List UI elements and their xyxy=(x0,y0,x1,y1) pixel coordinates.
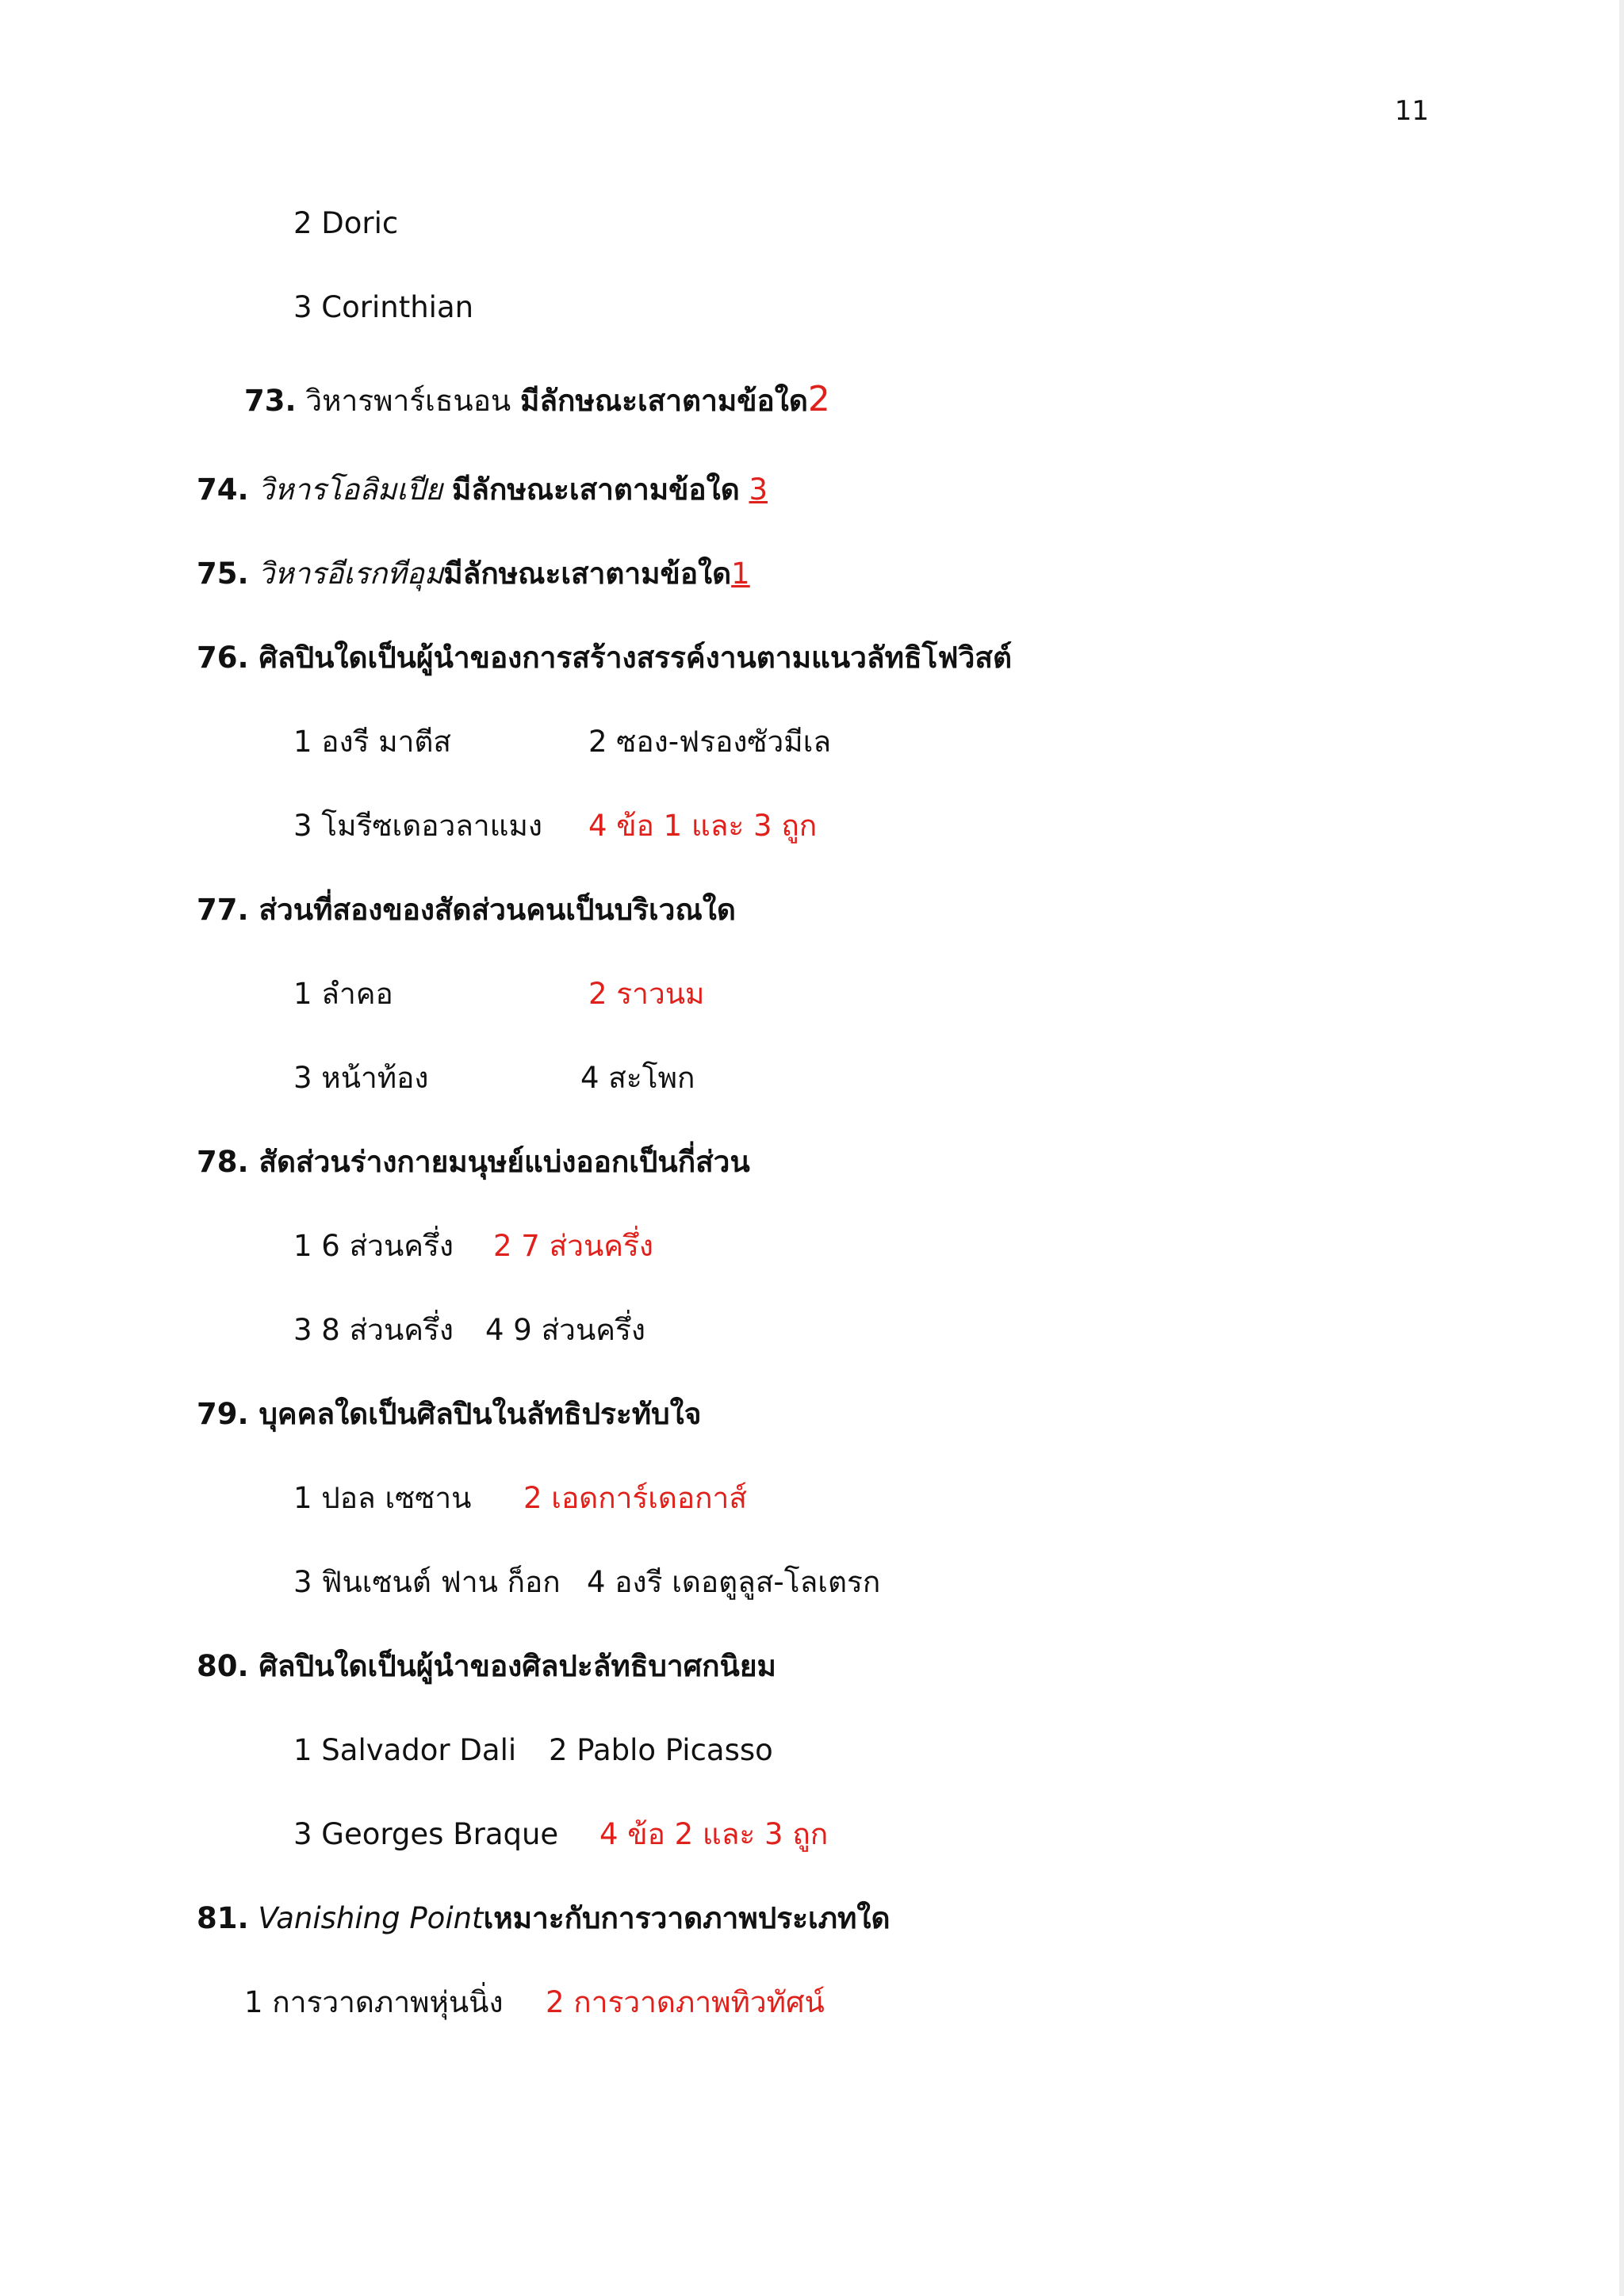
question-number: 76. xyxy=(197,641,249,675)
page-number: 11 xyxy=(1394,95,1429,127)
option-79-4: 4 องรี เดอตูลูส-โลเตรก xyxy=(587,1565,881,1599)
question-subject: วิหารโอลิมเปีย xyxy=(258,473,443,507)
question-text: เหมาะกับการวาดภาพประเภทใด xyxy=(483,1901,891,1935)
page-edge xyxy=(1619,0,1624,2296)
option-78-4: 4 9 ส่วนครึ่ง xyxy=(485,1313,645,1347)
option-79-1: 1 ปอล เซซาน xyxy=(293,1481,472,1515)
question-79 xyxy=(197,1394,701,1435)
question-78 xyxy=(197,1142,750,1183)
option-76-1: 1 องรี มาตีส xyxy=(293,725,452,759)
question-text: มีลักษณะเสาตามข้อใด xyxy=(451,473,740,507)
option-81-1: 1 การวาดภาพหุ่นนิ่ง xyxy=(244,1985,504,2019)
options-78-row2 xyxy=(293,1310,1007,1351)
question-number: 74. xyxy=(197,473,249,507)
options-79-row1 xyxy=(293,1478,1007,1519)
question-number: 78. xyxy=(197,1145,249,1179)
question-74 xyxy=(197,469,768,511)
question-subject: วิหารพาร์เธนอน xyxy=(305,384,511,418)
options-76-row2 xyxy=(293,806,1007,847)
question-number: 80. xyxy=(197,1649,249,1683)
question-subject: วิหารอีเรกทีอุม xyxy=(258,557,444,591)
question-81 xyxy=(197,1898,890,1939)
option-78-1: 1 6 ส่วนครึ่ง xyxy=(293,1229,454,1263)
options-80-row1 xyxy=(293,1730,1007,1771)
option-72-3: 3 Corinthian xyxy=(293,290,474,324)
answer-mark: 1 xyxy=(731,557,750,591)
question-term: Vanishing Point xyxy=(258,1901,484,1935)
options-81-row1 xyxy=(244,1982,958,2023)
question-77 xyxy=(197,890,736,931)
option-76-4: 4 ข้อ 1 และ 3 ถูก xyxy=(588,809,818,843)
option-81-2: 2 การวาดภาพทิวทัศน์ xyxy=(546,1985,825,2019)
options-80-row2 xyxy=(293,1814,1007,1855)
question-text: มีลักษณะเสาตามข้อใด xyxy=(519,384,808,418)
question-number: 75. xyxy=(197,557,249,591)
option-80-1: 1 Salvador Dali xyxy=(293,1733,517,1767)
question-number: 79. xyxy=(197,1397,249,1431)
option-78-3: 3 8 ส่วนครึ่ง xyxy=(293,1313,454,1347)
question-number: 73. xyxy=(244,384,297,418)
option-77-3: 3 หน้าท้อง xyxy=(293,1061,429,1095)
options-77-row1 xyxy=(293,974,1007,1015)
question-80 xyxy=(197,1646,776,1687)
question-text: ส่วนที่สองของสัดส่วนคนเป็นบริเวณใด xyxy=(259,893,736,927)
option-79-2: 2 เอดการ์เดอกาส์ xyxy=(523,1481,747,1515)
options-78-row1 xyxy=(293,1226,1007,1267)
question-text: ศิลปินใดเป็นผู้นำของศิลปะลัทธิบาศกนิยม xyxy=(259,1649,776,1683)
question-number: 77. xyxy=(197,893,249,927)
option-76-2: 2 ซอง-ฟรองซัวมีเล xyxy=(588,725,832,759)
question-76 xyxy=(197,637,1012,679)
option-77-1: 1 ลำคอ xyxy=(293,977,393,1011)
options-77-row2 xyxy=(293,1058,1007,1099)
option-77-4: 4 สะโพก xyxy=(580,1061,695,1095)
option-72-2: 2 Doric xyxy=(293,206,399,240)
option-77-2: 2 ราวนม xyxy=(588,977,705,1011)
question-text: มีลักษณะเสาตามข้อใด xyxy=(443,557,732,591)
option-78-2: 2 7 ส่วนครึ่ง xyxy=(493,1229,653,1263)
question-text: สัดส่วนร่างกายมนุษย์แบ่งออกเป็นกี่ส่วน xyxy=(259,1145,750,1179)
option-80-3: 3 Georges Braque xyxy=(293,1817,559,1851)
question-text: บุคคลใดเป็นศิลปินในลัทธิประทับใจ xyxy=(259,1397,702,1431)
options-76-row1 xyxy=(293,721,1007,763)
option-76-3: 3 โมรีซเดอวลาแมง xyxy=(293,809,542,843)
answer-mark: 3 xyxy=(749,473,768,507)
question-75 xyxy=(197,553,750,595)
question-text: ศิลปินใดเป็นผู้นำของการสร้างสรรค์งานตามแนวลัทธิโฟวิสต์ xyxy=(259,641,1013,675)
option-79-3: 3 ฟินเซนต์ ฟาน ก็อก xyxy=(293,1565,561,1599)
option-80-2: 2 Pablo Picasso xyxy=(549,1733,773,1767)
question-73 xyxy=(244,379,830,422)
options-79-row2 xyxy=(293,1562,1086,1603)
option-80-4: 4 ข้อ 2 และ 3 ถูก xyxy=(599,1817,829,1851)
question-number: 81. xyxy=(197,1901,249,1935)
answer-mark: 2 xyxy=(807,379,830,419)
